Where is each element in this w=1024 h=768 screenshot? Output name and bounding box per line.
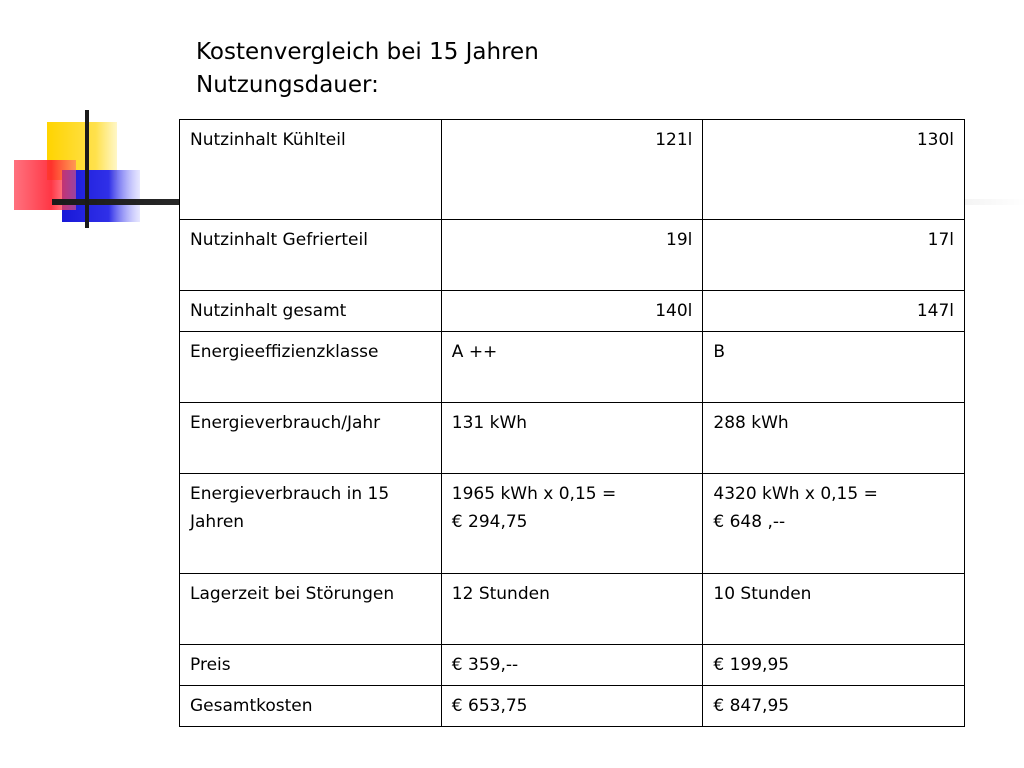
value-fridge-a: 131 kWh: [441, 403, 703, 474]
row-label: Nutzinhalt Gefrierteil: [180, 220, 442, 291]
value-fridge-b: 130l: [703, 120, 965, 220]
value-fridge-b: B: [703, 332, 965, 403]
value-fridge-b: 10 Stunden: [703, 574, 965, 645]
value-fridge-a: 121l: [441, 120, 703, 220]
table-row: [180, 574, 965, 645]
value-fridge-a: 140l: [441, 291, 703, 332]
row-label: Nutzinhalt gesamt: [180, 291, 442, 332]
value-fridge-a: € 653,75: [441, 686, 703, 727]
row-label: Lagerzeit bei Störungen: [180, 574, 442, 645]
cost-comparison-table: [179, 119, 965, 727]
slide-title: [196, 36, 696, 102]
table-row: [180, 645, 965, 686]
title-line-2: Nutzungsdauer:: [196, 72, 379, 98]
title-line-1: Kostenvergleich bei 15 Jahren: [196, 39, 539, 65]
value-fridge-b: 17l: [703, 220, 965, 291]
value-fridge-a: 1965 kWh x 0,15 = € 294,75: [441, 474, 703, 574]
row-label: Energieverbrauch/Jahr: [180, 403, 442, 474]
value-fridge-a: 12 Stunden: [441, 574, 703, 645]
table-row: [180, 686, 965, 727]
table-row: [180, 403, 965, 474]
value-fridge-b: € 847,95: [703, 686, 965, 727]
value-fridge-b: 147l: [703, 291, 965, 332]
value-fridge-a: 19l: [441, 220, 703, 291]
table-row: [180, 474, 965, 574]
vertical-divider-line: [85, 110, 89, 228]
table-row: [180, 220, 965, 291]
row-label: Nutzinhalt Kühlteil: [180, 120, 442, 220]
row-label: Preis: [180, 645, 442, 686]
table-row: [180, 332, 965, 403]
value-fridge-b: € 199,95: [703, 645, 965, 686]
value-fridge-a: A ++: [441, 332, 703, 403]
row-label: Energieeffizienzklasse: [180, 332, 442, 403]
table-row: [180, 120, 965, 220]
row-label: Gesamtkosten: [180, 686, 442, 727]
value-fridge-b: 4320 kWh x 0,15 = € 648 ,--: [703, 474, 965, 574]
value-fridge-b: 288 kWh: [703, 403, 965, 474]
table-row: [180, 291, 965, 332]
value-fridge-a: € 359,--: [441, 645, 703, 686]
row-label: Energieverbrauch in 15 Jahren: [180, 474, 442, 574]
